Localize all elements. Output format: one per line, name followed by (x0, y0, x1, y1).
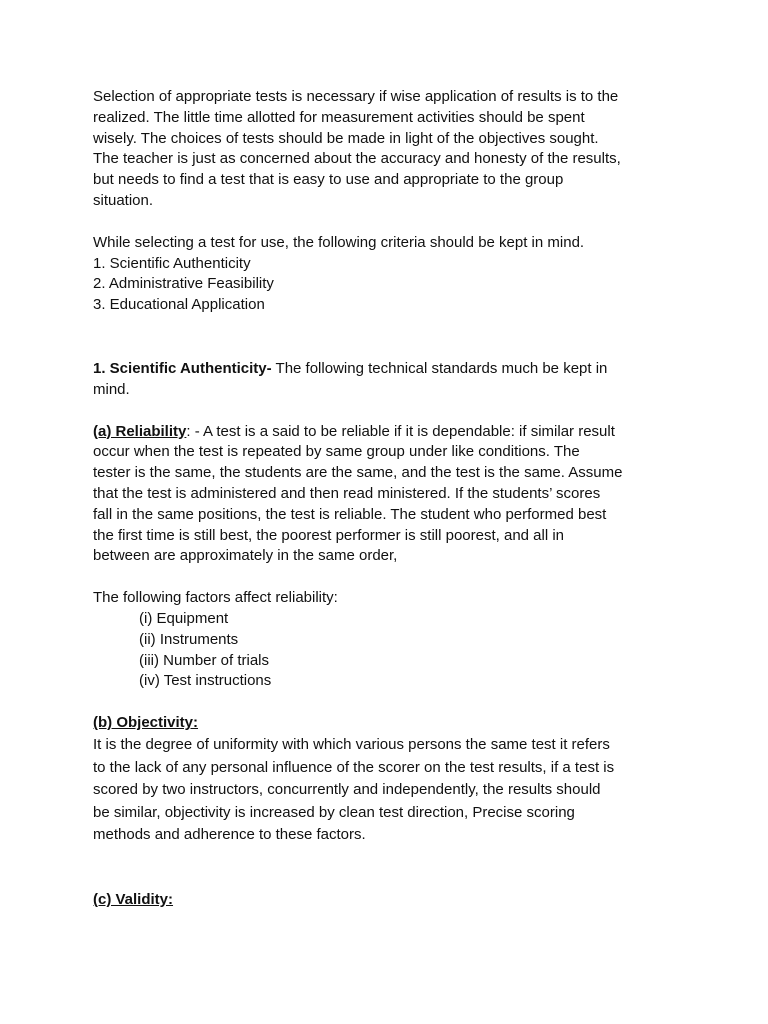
validity-heading-line (93, 890, 683, 911)
validity-block (93, 890, 683, 911)
intro-line: but needs to find a test that is easy to use and appropriate to the group (93, 171, 564, 189)
section1-line (93, 359, 683, 380)
criteria-block (93, 233, 683, 316)
intro-paragraph (93, 87, 683, 212)
objectivity-line: methods and adherence to these factors. (93, 826, 366, 844)
intro-line: Selection of appropriate tests is necessary if wise application of results is to the (93, 88, 619, 105)
reliability-line: fall in the same positions, the test is reliable. The student who performed best (93, 505, 607, 523)
section1-block (93, 359, 683, 401)
intro-line: The teacher is just as concerned about the accuracy and honesty of the results, (93, 150, 621, 168)
validity-heading: (c) Validity: (93, 890, 174, 908)
reliability-line: tester is the same, the students are the same, and the test is the same. Assume (93, 464, 623, 482)
factors-lead: The following factors affect reliability: (93, 589, 338, 607)
criteria-lead: While selecting a test for use, the following criteria should be kept in mind. (93, 233, 585, 251)
factor-item: (iii) Number of trials (139, 651, 270, 669)
criteria-item: 2. Administrative Feasibility (93, 275, 274, 293)
reliability-line: the first time is still best, the poorest performer is still poorest, and all in (93, 526, 565, 544)
intro-line: situation. (93, 191, 154, 209)
objectivity-line: It is the degree of uniformity with which various persons the same test it refers (93, 735, 610, 753)
factors-block (93, 588, 683, 692)
objectivity-line: to the lack of any personal influence of the scorer on the test results, if a test is (93, 758, 615, 776)
factor-item: (i) Equipment (139, 609, 229, 627)
criteria-item: 3. Educational Application (93, 296, 265, 314)
objectivity-heading-line (93, 713, 683, 734)
intro-line: wisely. The choices of tests should be made in light of the objectives sought. (93, 129, 599, 147)
reliability-text: : - A test is a said to be reliable if it is dependable: if similar result (186, 422, 615, 440)
reliability-first-line (93, 422, 683, 443)
factor-item: (iv) Test instructions (139, 672, 272, 690)
section1-heading: 1. Scientific Authenticity- (93, 359, 272, 377)
criteria-item: 1. Scientific Authenticity (93, 254, 251, 272)
reliability-line: that the test is administered and then read ministered. If the students’ scores (93, 484, 601, 502)
section1-line: mind. (93, 380, 130, 398)
reliability-block (93, 422, 683, 568)
factor-item: (ii) Instruments (139, 630, 239, 648)
reliability-heading: (a) Reliability (93, 422, 187, 440)
intro-line: realized. The little time allotted for measurement activities should be spent (93, 108, 585, 126)
reliability-line: between are approximately in the same order, (93, 547, 398, 565)
objectivity-line: be similar, objectivity is increased by clean test direction, Precise scoring (93, 803, 575, 821)
document-body (93, 87, 683, 911)
objectivity-heading: (b) Objectivity: (93, 714, 199, 732)
reliability-line: occur when the test is repeated by same group under like conditions. The (93, 443, 580, 461)
section1-text: The following technical standards much be kept in (271, 359, 608, 377)
objectivity-line: scored by two instructors, concurrently and independently, the results should (93, 781, 601, 799)
objectivity-block (93, 713, 683, 847)
objectivity-text (93, 734, 683, 847)
